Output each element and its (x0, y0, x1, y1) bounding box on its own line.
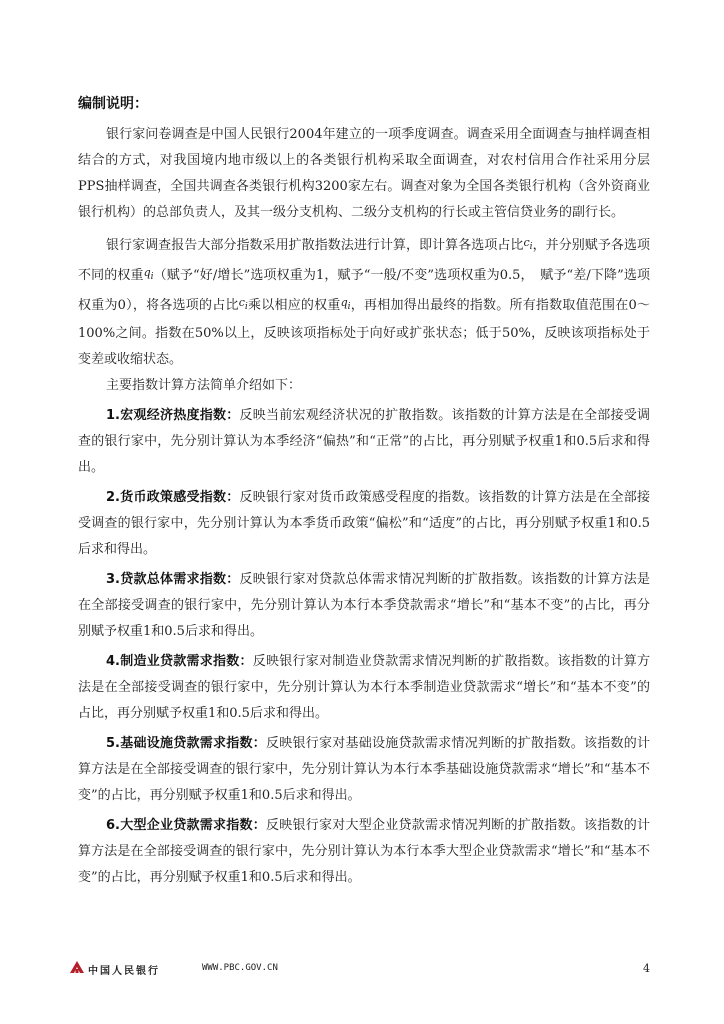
index-description: 反映当前宏观经济状况的扩散指数。该指数的计算方法是在全部接受调查的银行家中，先分别计算认为本季经济“偏热”和“正常”的占比，再分别赋予权重1和0.5后求和得出。 (78, 407, 650, 475)
method-text-2: ，并分别赋予各选项不同的权重 (78, 238, 650, 284)
index-description: 反映银行家对贷款总体需求情况判断的扩散指数。该指数的计算方法是在全部接受调查的银行家中，先分别计算认为本行本季贷款需求“增长”和“基本不变”的占比，再分别赋予权重1和0.5后求和得出。 (78, 571, 650, 639)
symbol-q-i: qi (143, 266, 154, 283)
index-item-5 (78, 731, 650, 809)
index-item-3 (78, 567, 650, 645)
page-footer (70, 958, 654, 980)
bank-name: 中国人民银行 (88, 966, 160, 977)
index-term: 5.基础设施贷款需求指数： (106, 735, 266, 751)
index-term: 4.制造业贷款需求指数： (106, 653, 253, 669)
index-description: 反映银行家对货币政策感受程度的指数。该指数的计算方法是在全部接受调查的银行家中，先分别计算认为本季货币政策“偏松”和“适度”的占比，再分别赋予权重1和0.5后求和得出。 (78, 489, 650, 557)
page-number: 4 (643, 962, 650, 975)
index-term: 1.宏观经济热度指数： (106, 407, 240, 423)
symbol-c-i-2: ci (238, 296, 248, 313)
document-body (78, 122, 650, 891)
method-paragraph (78, 230, 650, 373)
symbol-q-i-2: qi (340, 296, 351, 313)
method-text-4: 乘以相应的权重 (247, 298, 341, 314)
index-description: 反映银行家对基础设施贷款需求情况判断的扩散指数。该指数的计算方法是在全部接受调查的银行家中，先分别计算认为本行本季基础设施贷款需求“增长”和“基本不变”的占比，再分别赋予权重1和0.5后求和得出。 (78, 735, 650, 803)
index-item-4 (78, 649, 650, 727)
intro-paragraph: 银行家问卷调查是中国人民银行2004年建立的一项季度调查。调查采用全面调查与抽样调查相结合的方式，对我国境内地市级以上的各类银行机构采取全面调查，对农村信用合作社采用分层PPS抽样调查，全国共调查各类银行机构3200家左右。调查对象为全国各类银行机构（含外资商业银行机构）的总部负责人，及其一级分支机构、二级分支机构的行长或主管信贷业务的副行长。 (78, 127, 650, 220)
method-text-1: 银行家调查报告大部分指数采用扩散指数法进行计算，即计算各选项占比 (106, 238, 524, 253)
list-intro: 主要指数计算方法简单介绍如下： (106, 377, 302, 393)
index-item-1 (78, 403, 650, 481)
section-heading: 编制说明： (78, 96, 148, 112)
index-item-2 (78, 485, 650, 563)
index-item-6 (78, 813, 650, 891)
index-term: 3.贷款总体需求指数： (106, 571, 240, 587)
method-text-3: （赋予“好/增长”选项权重为1，赋予“一般/不变”选项权重为0.5， 赋予“差/下降”选项权重为0），将各选项的占比 (78, 268, 650, 314)
method-text-5: ，再相加得出最终的指数。所有指数取值范围在0～100%之间。指数在50%以上，反映该项指标处于向好或扩张状态；低于50%，反映该项指标处于变差或收缩状态。 (78, 298, 650, 367)
index-description: 反映银行家对制造业贷款需求情况判断的扩散指数。该指数的计算方法是在全部接受调查的银行家中，先分别计算认为本行本季制造业贷款需求“增长”和“基本不变”的占比，再分别赋予权重1和0.5后求和得出。 (78, 653, 650, 721)
pbc-logo-icon (70, 961, 84, 973)
index-term: 6.大型企业贷款需求指数： (106, 817, 266, 833)
symbol-c-i: ci (523, 236, 533, 253)
index-term: 2.货币政策感受指数： (106, 489, 240, 505)
website-link[interactable]: WWW.PBC.GOV.CN (202, 963, 278, 973)
index-description: 反映银行家对大型企业贷款需求情况判断的扩散指数。该指数的计算方法是在全部接受调查的银行家中，先分别计算认为本行本季大型企业贷款需求“增长”和“基本不变”的占比，再分别赋予权重1和0.5后求和得出。 (78, 817, 650, 885)
